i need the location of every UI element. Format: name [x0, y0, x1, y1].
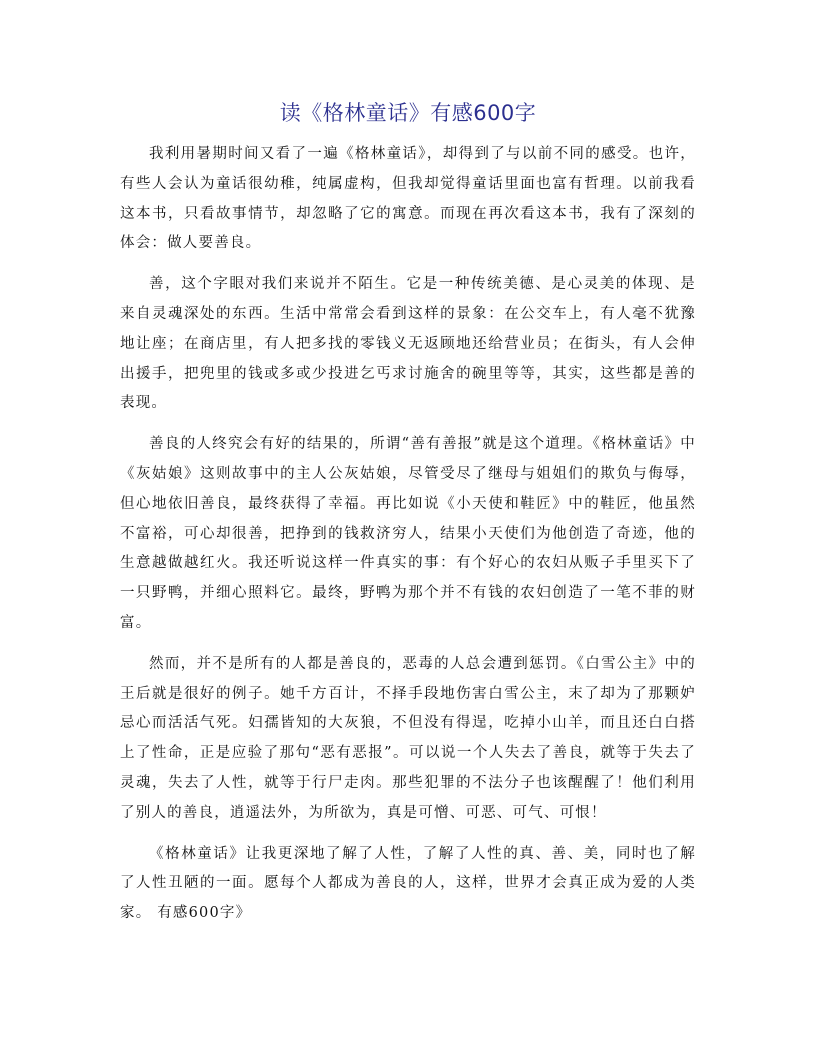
- page-title: 读《格林童话》有感600字: [279, 101, 537, 125]
- paragraph-4: 然而，并不是所有的人都是善良的，恶毒的人总会遭到惩罚。《白雪公主》中的王后就是很好的例子。她千方百计，不择手段地伤害白雪公主，末了却为了那颗妒忌心而活活气死。妇孺皆知的大灰狼，不但没有得逞，吃掉小山羊，而且还白白搭上了性命，正是应验了那句“恶有恶报”。可以说一个人失去了善良，就等于失去了灵魂，失去了人性，就等于行尸走肉。那些犯罪的不法分子也该醒醒了！他们利用了别人的善良，逍遥法外，为所欲为，真是可憎、可恶、可气、可恨！: [120, 655, 696, 821]
- paragraph-3: 善良的人终究会有好的结果的，所谓“善有善报”就是这个道理。《格林童话》中《灰姑娘》这则故事中的主人公灰姑娘，尽管受尽了继母与姐姐们的欺负与侮辱，但心地依旧善良，最终获得了幸福。再比如说《小天使和鞋匠》中的鞋匠，他虽然不富裕，可心却很善，把挣到的钱救济穷人，结果小天使们为他创造了奇迹，他的生意越做越红火。我还听说这样一件真实的事：有个好心的农妇从贩子手里买下了一只野鸭，并细心照料它。最终，野鸭为那个并不有钱的农妇创造了一笔不菲的财富。: [120, 436, 696, 631]
- paragraph-5: 《格林童话》让我更深地了解了人性，了解了人性的真、善、美，同时也了解了人性丑陋的一面。愿每个人都成为善良的人，这样，世界才会真正成为爱的人类家。 有感600字》: [120, 845, 696, 922]
- paragraph-2: 善，这个字眼对我们来说并不陌生。它是一种传统美德、是心灵美的体现、是来自灵魂深处的东西。生活中常常会看到这样的景象：在公交车上，有人毫不犹豫地让座；在商店里，有人把多找的零钱义无返顾地还给营业员；在街头，有人会伸出援手，把兜里的钱或多或少投进乞丐求讨施舍的碗里等等，其实，这些都是善的表现。: [120, 276, 696, 412]
- paragraph-1: 我利用暑期时间又看了一遍《格林童话》，却得到了与以前不同的感受。也许，有些人会认为童话很幼稚，纯属虚构，但我却觉得童话里面也富有哲理。以前我看这本书，只看故事情节，却忽略了它的寓意。而现在再次看这本书，我有了深刻的体会：做人要善良。: [120, 146, 696, 252]
- document-body: [120, 140, 696, 940]
